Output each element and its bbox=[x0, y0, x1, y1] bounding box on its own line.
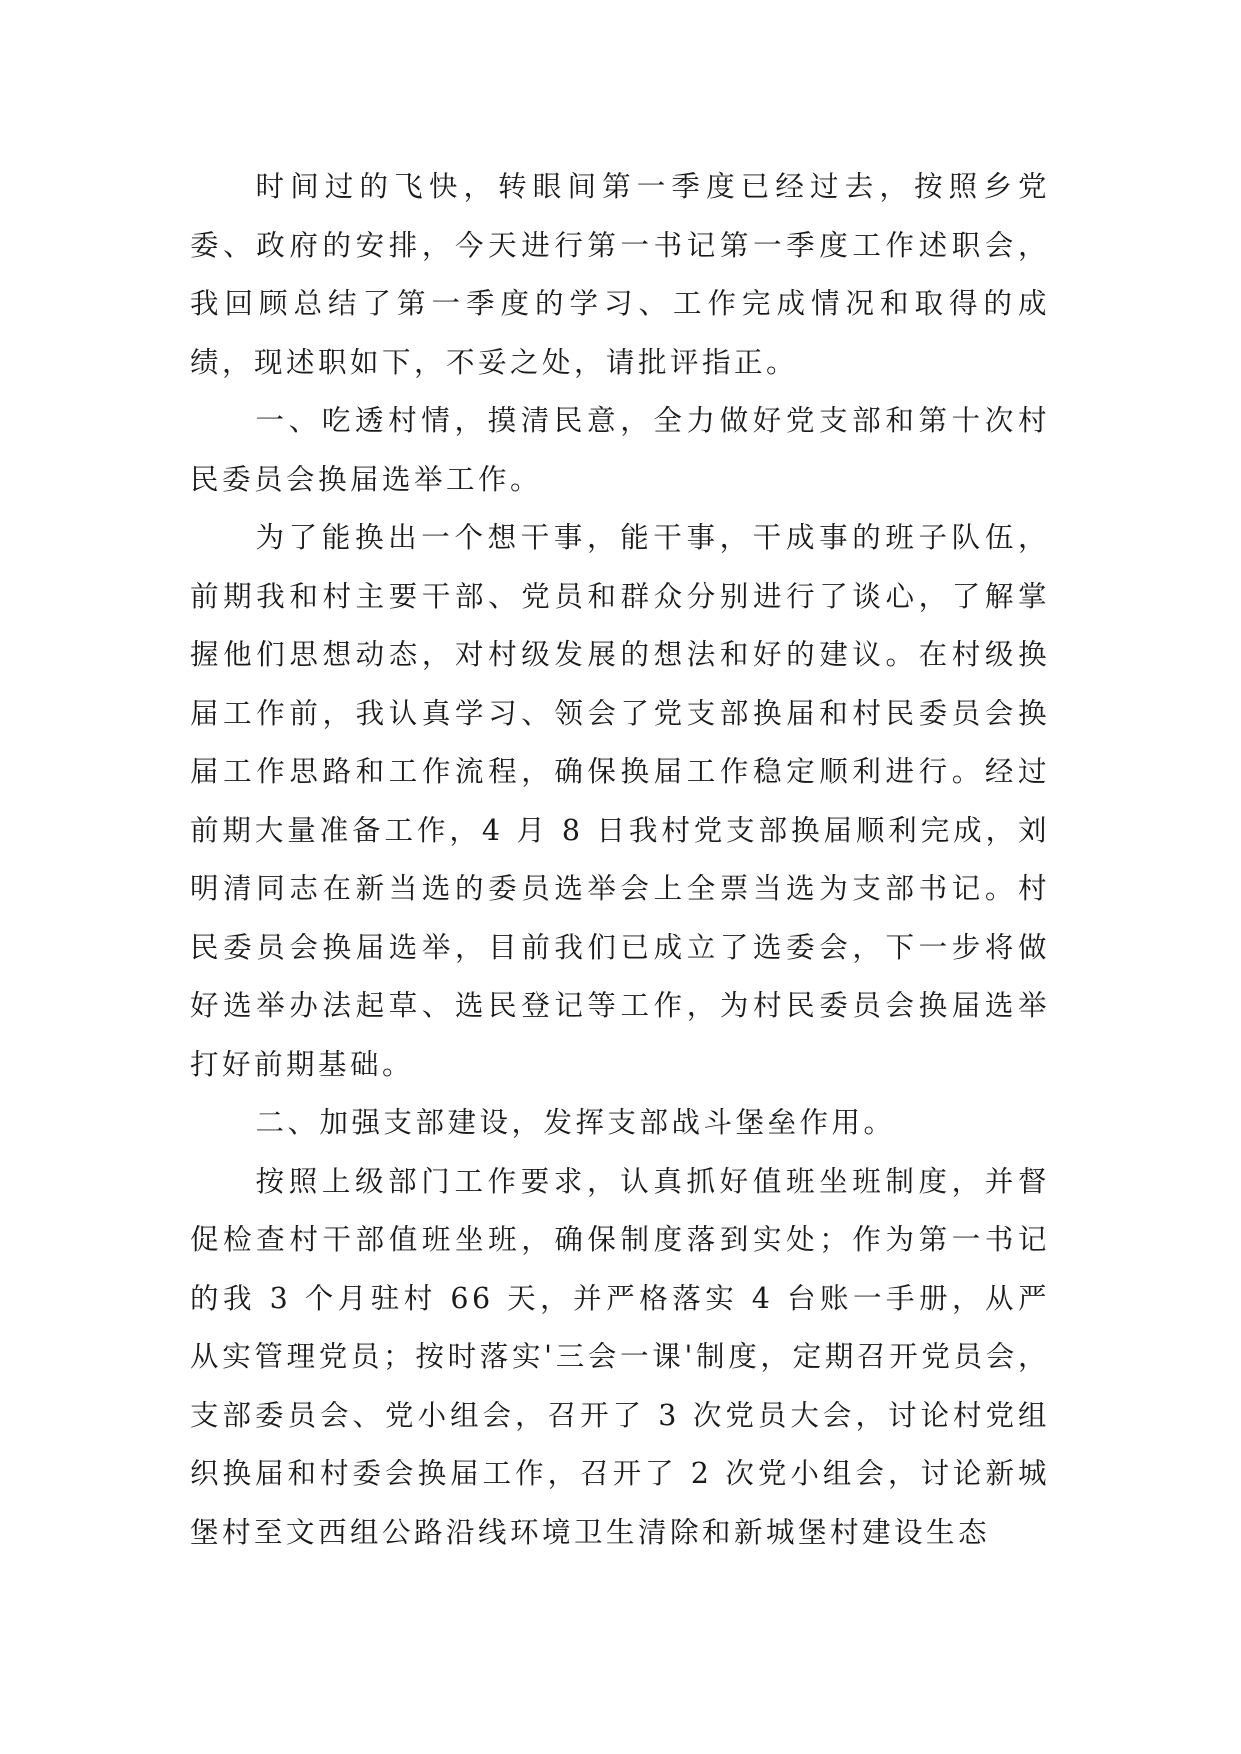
paragraph-branch-building: 按照上级部门工作要求，认真抓好值班坐班制度，并督促检查村干部值班坐班，确保制度落到实处；作为第一书记的我 3 个月驻村 66 天，并严格落实 4 台账一手册，从严从实管理党员；按时落实'三会一课'制度，定期召开党员会，支部委员会、党小组会，召开了 3 次党员大会，讨论村党组织换届和村委会换届工作，召开了 2 次党小组会，讨论新城堡村至文西组公路沿线环境卫生清除和新城堡村建设生态 bbox=[190, 1164, 1050, 1549]
document-body bbox=[190, 158, 1050, 1562]
section-heading-2: 二、加强支部建设，发挥支部战斗堡垒作用。 bbox=[255, 1106, 896, 1139]
paragraph-election-work: 为了能换出一个想干事，能干事，干成事的班子队伍，前期我和村主要干部、党员和群众分别进行了谈心，了解掌握他们思想动态，对村级发展的想法和好的建议。在村级换届工作前，我认真学习、领会了党支部换届和村民委员会换届工作思路和工作流程，确保换届工作稳定顺利进行。经过前期大量准备工作，4 月 8 日我村党支部换届顺利完成，刘明清同志在新当选的委员选举会上全票当选为支部书记。村民委员会换届选举，目前我们已成立了选委会，下一步将做好选举办法起草、选民登记等工作，为村民委员会换届选举打好前期基础。 bbox=[190, 521, 1050, 1081]
section-heading-1: 一、吃透村情，摸清民意，全力做好党支部和第十次村民委员会换届选举工作。 bbox=[190, 404, 1050, 496]
paragraph-intro: 时间过的飞快，转眼间第一季度已经过去，按照乡党委、政府的安排，今天进行第一书记第一季度工作述职会，我回顾总结了第一季度的学习、工作完成情况和取得的成绩，现述职如下，不妥之处，请批评指正。 bbox=[190, 170, 1050, 379]
